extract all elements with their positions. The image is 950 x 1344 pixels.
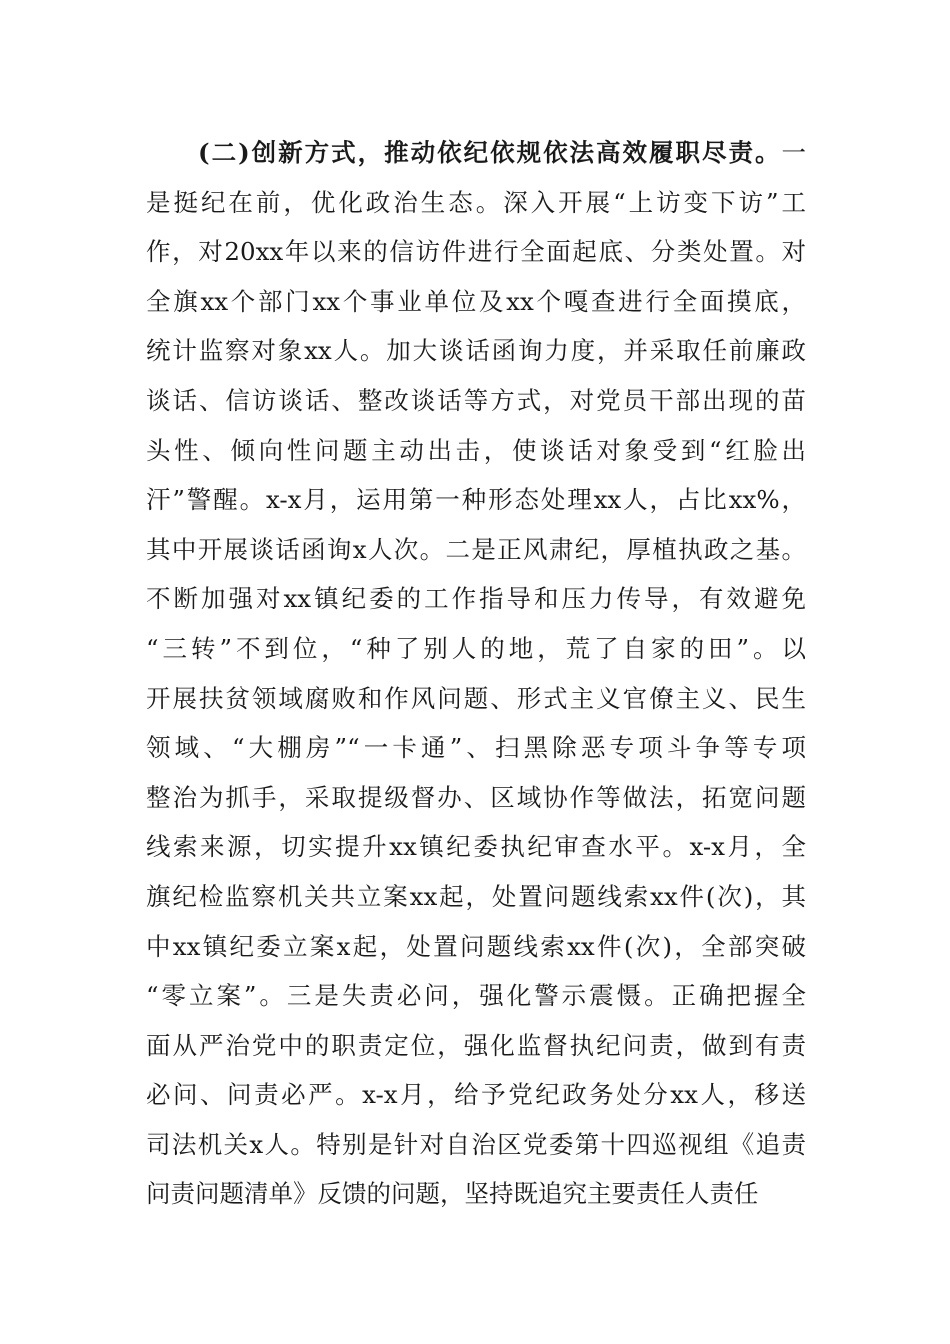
section-heading: (二)创新方式，推动依纪依规依法高效履职尽责。 (198, 138, 782, 167)
paragraph-line-4: 全旗xx个部门xx个事业单位及xx个嘎查进行全面摸底， (146, 286, 806, 316)
paragraph-line-19: 面从严治党中的职责定位，强化监督执纪问责，做到有责 (146, 1030, 806, 1060)
paragraph-line-7: 头性、倾向性问题主动出击，使谈话对象受到“红脸出 (146, 435, 806, 465)
body-paragraph (146, 128, 806, 1219)
paragraph-line-1 (146, 128, 806, 178)
paragraph-line-5: 统计监察对象xx人。加大谈话函询力度，并采取任前廉政 (146, 336, 806, 366)
paragraph-line-10: 不断加强对xx镇纪委的工作指导和压力传导，有效避免 (146, 584, 806, 614)
paragraph-line-2: 是挺纪在前，优化政治生态。深入开展“上访变下访”工 (146, 187, 806, 217)
paragraph-line-12: 开展扶贫领域腐败和作风问题、形式主义官僚主义、民生 (146, 683, 806, 713)
paragraph-line-21: 司法机关x人。特别是针对自治区党委第十四巡视组《追责 (146, 1129, 806, 1159)
paragraph-line-9: 其中开展谈话函询x人次。二是正风肃纪，厚植执政之基。 (146, 534, 806, 564)
paragraph-line-15: 线索来源，切实提升xx镇纪委执纪审查水平。x-x月，全 (146, 832, 806, 862)
paragraph-line-16: 旗纪检监察机关共立案xx起，处置问题线索xx件(次)，其 (146, 881, 806, 911)
paragraph-line-11: “三转”不到位，“种了别人的地，荒了自家的田”。以 (146, 633, 806, 663)
paragraph-line-18: “零立案”。三是失责必问，强化警示震慑。正确把握全 (146, 981, 806, 1011)
paragraph-line-22: 问责问题清单》反馈的问题，坚持既追究主要责任人责任 (146, 1179, 759, 1209)
paragraph-line-6: 谈话、信访谈话、整改谈话等方式，对党员干部出现的苗 (146, 385, 806, 415)
paragraph-line-14: 整治为抓手，采取提级督办、区域协作等做法，拓宽问题 (146, 782, 806, 812)
paragraph-line-20: 必问、问责必严。x-x月，给予党纪政务处分xx人，移送 (146, 1080, 806, 1110)
paragraph-line-17: 中xx镇纪委立案x起，处置问题线索xx件(次)，全部突破 (146, 931, 806, 961)
heading-continuation: 一 (781, 138, 806, 167)
paragraph-line-3: 作，对20xx年以来的信访件进行全面起底、分类处置。对 (146, 237, 806, 267)
paragraph-line-8: 汗”警醒。x-x月，运用第一种形态处理xx人，占比xx%， (146, 485, 806, 515)
paragraph-line-13: 领域、“大棚房”“一卡通”、扫黑除恶专项斗争等专项 (146, 733, 806, 763)
